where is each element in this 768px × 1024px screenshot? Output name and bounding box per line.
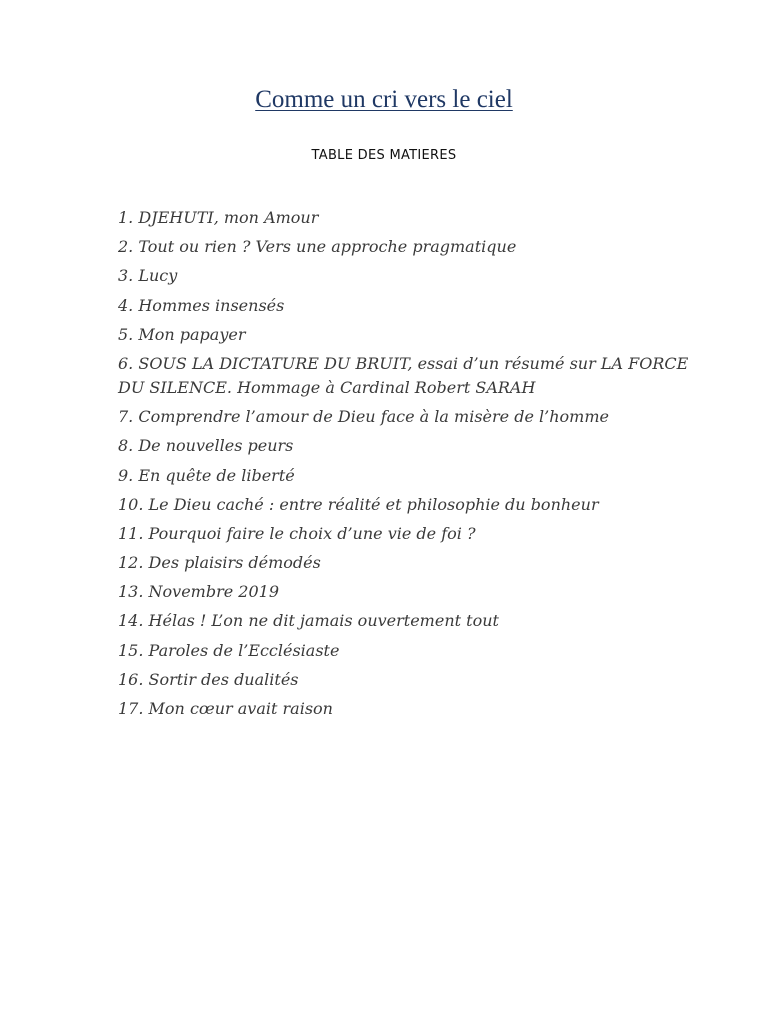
toc-item: 2. Tout ou rien ? Vers une approche pragmatique [118,237,517,257]
toc-item: 10. Le Dieu caché : entre réalité et philosophie du bonheur [118,494,599,514]
toc-item: 13. Novembre 2019 [118,582,280,602]
toc-item: 14. Hélas ! L’on ne dit jamais ouvertement tout [118,611,499,631]
document-title: Comme un cri vers le ciel [255,86,513,113]
toc-item: 8. De nouvelles peurs [118,436,294,456]
toc-item: 17. Mon cœur avait raison [118,699,333,718]
toc-item: 3. Lucy [118,266,178,286]
toc-item: 1. DJEHUTI, mon Amour [118,208,319,227]
toc-item: 9. En quête de liberté [118,465,295,485]
toc-item: 16. Sortir des dualités [118,669,299,689]
toc-heading: TABLE DES MATIERES [311,148,457,163]
toc-item: 12. Des plaisirs démodés [118,553,321,573]
toc-item: 11. Pourquoi faire le choix d’une vie de foi ? [118,523,476,543]
toc-item: 7. Comprendre l’amour de Dieu face à la misère de l’homme [118,407,609,427]
toc-item: 5. Mon papayer [118,324,246,344]
toc-item: 6. SOUS LA DICTATURE DU BRUIT, essai d’un résumé sur LA FORCE DU SILENCE. Hommage à Cardinal Robert SARAH [118,353,689,397]
toc-item: 15. Paroles de l’Ecclésiaste [118,640,340,660]
table-of-contents [118,206,698,726]
toc-item: 4. Hommes insensés [118,295,285,315]
